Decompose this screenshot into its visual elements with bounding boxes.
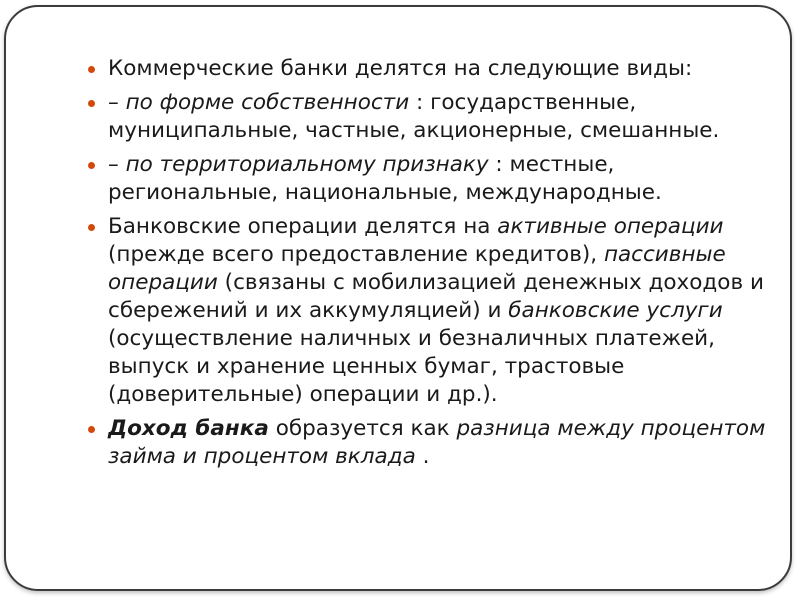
text-span: .: [415, 444, 430, 469]
list-item: [88, 151, 768, 207]
text-span: (осуществление наличных и безналичных платежей, выпуск и хранение ценных бумаг, трастовые (доверительные) операции и др.).: [108, 326, 715, 407]
list-item-text: [108, 151, 768, 207]
bullet-dot-icon: [88, 224, 95, 231]
list-item-text: [108, 213, 768, 409]
text-span: (прежде всего предоставление кредитов),: [108, 242, 604, 267]
italic-term: разница между процентом займа и процентом вклада: [108, 416, 766, 469]
text-span: (связаны с мобилизацией денежных доходов и сбережений и их аккумуляцией) и: [108, 270, 764, 323]
italic-term: по территориальному признаку: [125, 152, 489, 177]
bullet-dot-icon: [88, 426, 95, 433]
list-item: [88, 415, 768, 471]
text-span: Банковские операции делятся на: [108, 214, 498, 239]
bullet-dot-icon: [88, 162, 95, 169]
text-span: : государственные, муниципальные, частные, акционерные, смешанные.: [108, 90, 720, 143]
italic-term: банковские услуги: [508, 298, 723, 323]
list-item: [88, 55, 768, 83]
bullet-dot-icon: [88, 66, 95, 73]
list-item-text: [108, 415, 768, 471]
bullet-list: [88, 55, 768, 477]
list-item: [88, 89, 768, 145]
dash: –: [108, 90, 126, 115]
italic-term: активные операции: [497, 214, 724, 239]
dash: –: [108, 152, 126, 177]
bold-term: Доход банка: [108, 416, 269, 441]
list-item-text: [108, 55, 768, 83]
text-span: образуется как: [268, 416, 457, 441]
list-item: [88, 213, 768, 409]
list-item-text: [108, 89, 768, 145]
italic-term: пассивные операции: [108, 242, 726, 295]
text-span: : местные, региональные, национальные, международные.: [108, 152, 662, 205]
italic-term: по форме собственности: [125, 90, 410, 115]
bullet-dot-icon: [88, 100, 95, 107]
text-span: Коммерческие банки делятся на следующие виды:: [108, 56, 693, 81]
